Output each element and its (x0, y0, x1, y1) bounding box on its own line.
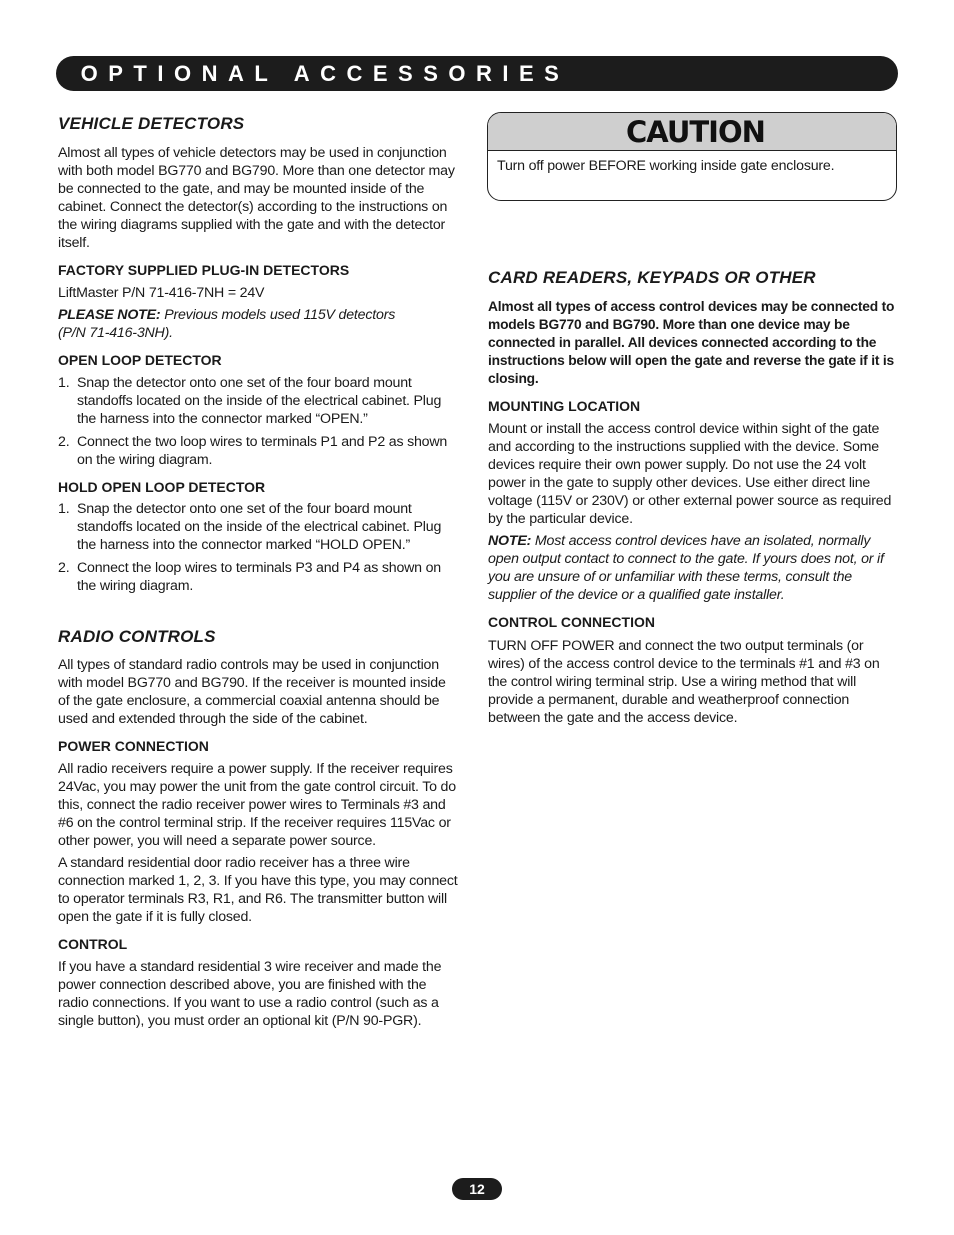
list-item (58, 374, 456, 428)
access-note (488, 532, 894, 604)
radio-controls-heading: RADIO CONTROLS (58, 627, 216, 646)
factory-detectors-heading: FACTORY SUPPLIED PLUG-IN DETECTORS (58, 262, 350, 278)
caution-title: CAUTION (626, 114, 765, 149)
card-readers-intro: Almost all types of access control devices may be connected to models BG770 and BG790. More than one device may be connected in parallel. All devices connected according to the instructions below will open the gate and reverse the gate if it is closing. (488, 299, 895, 386)
step-text: Connect the two loop wires to terminals P1 and P2 as shown on the wiring diagram. (77, 434, 448, 468)
mounting-location-heading: MOUNTING LOCATION (488, 398, 641, 414)
please-note-text: Previous models used 115V detectors (164, 307, 396, 323)
hold-open-heading: HOLD OPEN LOOP DETECTOR (58, 479, 266, 495)
power-connection-text-2: A standard residential door radio receiver has a three wire connection marked 1, 2, 3. If you have this type, you may connect to operator terminals R3, R1, and R6. The transmitter button will open the gate if it is fully closed. (58, 855, 458, 925)
note-text: Most access control devices have an isolated, normally open output contact to connect to the gate. If yours does not, or if you are unsure of or unfamiliar with these terms, consult the supplier of the device or a qualified gate installer. (488, 533, 884, 603)
caution-body (488, 151, 896, 175)
vehicle-detectors-intro: Almost all types of vehicle detectors may be used in conjunction with both model BG770 and BG790. More than one detector may be connected to the gate, and may be mounted inside of the cabinet. Connect the detector(s) according to the instructions on the wiring diagrams supplied with the gate and with the detector itself. (58, 145, 455, 251)
step-text: Snap the detector onto one set of the four board mount standoffs located on the inside of the electrical cabinet. Plug the harness into the connector marked “OPEN.” (77, 375, 442, 427)
please-note (58, 306, 395, 342)
step-number: 1. (58, 375, 70, 391)
page-number-text: 12 (469, 1181, 485, 1197)
caution-box (487, 112, 897, 201)
power-connection-heading: POWER CONNECTION (58, 738, 209, 754)
control-text: If you have a standard residential 3 wire receiver and made the power connection described above, you are finished with the radio connections. If you want to use a radio control (such as a single button), you must order an optional kit (P/N 90-PGR). (58, 959, 442, 1029)
step-number: 1. (58, 501, 70, 517)
card-readers-heading: CARD READERS, KEYPADS OR OTHER (488, 268, 816, 287)
list-item (58, 433, 456, 469)
radio-controls-intro: All types of standard radio controls may be used in conjunction with model BG770 and BG790. If the receiver is mounted inside of the gate enclosure, a commercial coaxial antenna should be used and extended through the side of the cabinet. (58, 657, 446, 727)
caution-text: Turn off power BEFORE working inside gate enclosure. (497, 158, 835, 174)
control-heading: CONTROL (58, 936, 128, 952)
step-number: 2. (58, 434, 70, 450)
note-label: NOTE: (488, 533, 532, 549)
vehicle-detectors-heading: VEHICLE DETECTORS (58, 114, 245, 133)
please-note-text-2: (P/N 71-416-3NH). (58, 325, 173, 341)
page-number (452, 1178, 502, 1200)
step-number: 2. (58, 560, 70, 576)
list-item (58, 500, 456, 554)
please-note-label: PLEASE NOTE: (58, 307, 161, 323)
power-connection-text-1: All radio receivers require a power supply. If the receiver requires 24Vac, you may power the unit from the gate control circuit. To do this, connect the radio receiver power wires to Terminals #3 and #6 on the control terminal strip. If the receiver requires 115Vac or other power, you will need a separate power source. (58, 761, 456, 849)
mounting-location-text: Mount or install the access control device within sight of the gate and according to the instructions supplied with the device. Some devices require their own power supply. Do not use the 24 volt power in the gate to supply other devices. Use either direct line voltage (115V or 230V) or other external power source as required by the particular device. (488, 421, 892, 527)
step-text: Connect the loop wires to terminals P3 and P4 as shown on the wiring diagram. (77, 560, 441, 594)
control-connection-text: TURN OFF POWER and connect the two output terminals (or wires) of the access control device to the terminals #1 and #3 on the control wiring terminal strip. Use a wiring method that will provide a permanent, durable and weatherproof connection between the gate and the access device. (488, 638, 880, 726)
hold-open-steps (58, 500, 456, 595)
banner-title: OPTIONAL ACCESSORIES (80, 60, 570, 86)
section-banner (56, 56, 898, 91)
step-text: Snap the detector onto one set of the four board mount standoffs located on the inside of the electrical cabinet. Plug the harness into the connector marked “HOLD OPEN.” (77, 501, 442, 553)
control-connection-heading: CONTROL CONNECTION (488, 614, 655, 630)
caution-header (488, 113, 896, 151)
open-loop-steps (58, 374, 456, 469)
list-item (58, 559, 456, 595)
factory-part-number: LiftMaster P/N 71-416-7NH = 24V (58, 285, 265, 301)
open-loop-heading: OPEN LOOP DETECTOR (58, 352, 222, 368)
